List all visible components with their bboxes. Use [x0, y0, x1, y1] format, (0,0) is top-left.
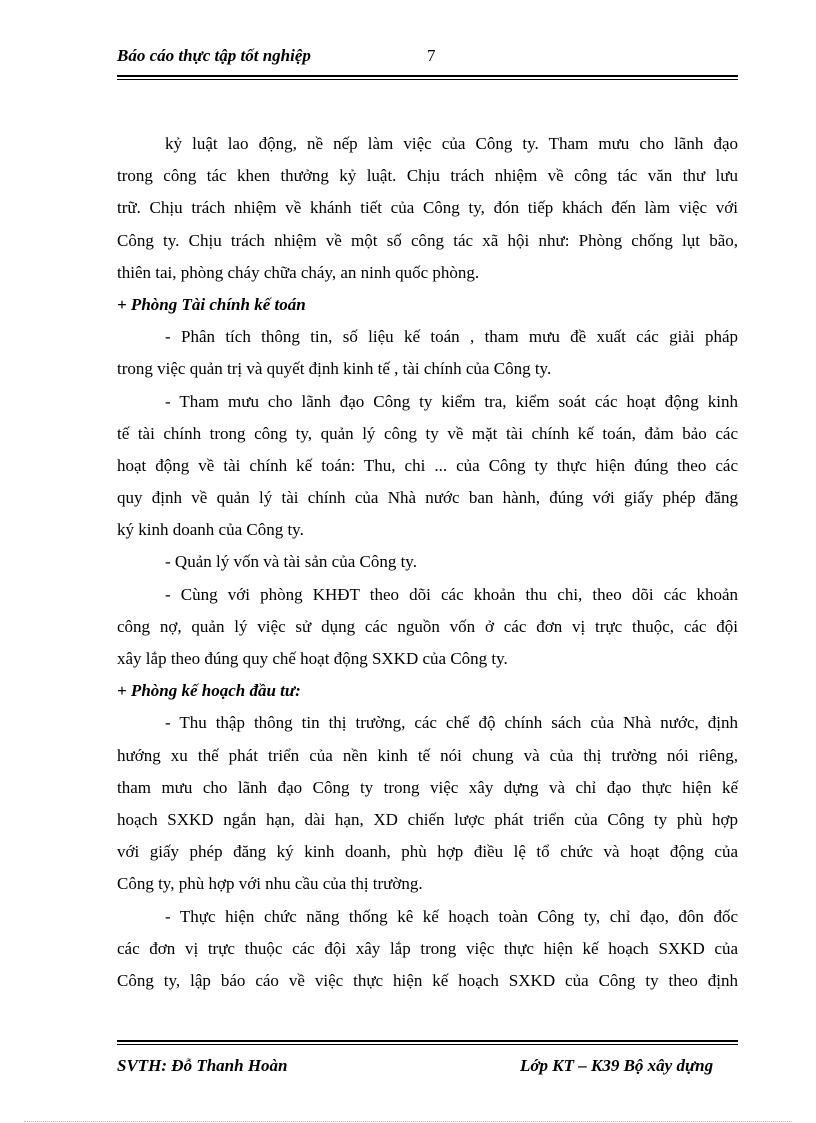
text-line: trữ. Chịu trách nhiệm về khánh tiết của Công ty, đón tiếp khách đến làm việc với [117, 198, 738, 218]
text-line: - Phân tích thông tin, số liệu kế toán , tham mưu đề xuất các giải pháp [165, 327, 738, 347]
section-heading-planning: + Phòng kế hoạch đầu tư: [117, 681, 301, 701]
text-line: hoạch SXKD ngắn hạn, dài hạn, XD chiến lược phát triển của Công ty phù hợp [117, 809, 738, 829]
text-line: thiên tai, phòng cháy chữa cháy, an ninh quốc phòng. [117, 262, 480, 282]
text-line: hướng xu thế phát triển của nền kinh tế nói chung và của thị trường nói riêng, [117, 745, 738, 765]
text-line: - Thu thập thông tin thị trường, các chế độ chính sách của Nhà nước, định [165, 713, 738, 733]
header-divider [117, 75, 738, 80]
text-line: hoạt động về tài chính kế toán: Thu, chi ... của Công ty thực hiện đúng theo các [117, 455, 738, 475]
footer-divider [117, 1040, 738, 1045]
text-line: trong việc quản trị và quyết định kinh tế , tài chính của Công ty. [117, 359, 552, 379]
page-header [117, 44, 738, 70]
text-line: trong công tác khen thưởng kỷ luật. Chịu trách nhiệm về công tác văn thư lưu [117, 166, 738, 186]
text-line: tế tài chính trong công ty, quản lý công ty về mặt tài chính kế toán, đảm bảo các [117, 423, 738, 443]
text-line: - Cùng với phòng KHĐT theo dõi các khoản thu chi, theo dõi các khoản [165, 584, 738, 604]
text-line: với giấy phép đăng ký kinh doanh, phù hợp điều lệ tổ chức và hoạt động của [117, 842, 738, 862]
text-line: Công ty, lập báo cáo về việc thực hiện kế hoạch SXKD của Công ty theo định [117, 970, 738, 990]
text-line: xây lắp theo đúng quy chế hoạt động SXKD của Công ty. [117, 649, 508, 668]
page-bottom-border [24, 1121, 792, 1122]
text-line: - Tham mưu cho lãnh đạo Công ty kiểm tra, kiểm soát các hoạt động kinh [165, 391, 738, 411]
text-line: kỷ luật lao động, nề nếp làm việc của Công ty. Tham mưu cho lãnh đạo [165, 134, 738, 153]
text-line: - Thực hiện chức năng thống kê kế hoạch toàn Công ty, chỉ đạo, đôn đốc [165, 906, 738, 926]
text-line: Công ty. Chịu trách nhiệm về một số công tác xã hội như: Phòng chống lụt bão, [117, 230, 738, 250]
text-line: Công ty, phù hợp với nhu cầu của thị trường. [117, 874, 423, 894]
text-line: quy định về quản lý tài chính của Nhà nước ban hành, đúng với giấy phép đăng [117, 488, 738, 508]
page-number: 7 [427, 46, 436, 65]
text-line: công nợ, quản lý việc sử dụng các nguồn vốn ở các đơn vị trực thuộc, các đội [117, 616, 738, 636]
body-text [117, 128, 738, 997]
document-title: Báo cáo thực tập tốt nghiệp [117, 46, 311, 65]
footer-class: Lớp KT – K39 Bộ xây dựng [520, 1056, 714, 1075]
text-line: các đơn vị trực thuộc các đội xây lắp trong việc thực hiện kế hoạch SXKD của [117, 938, 738, 958]
text-line: - Quản lý vốn và tài sản của Công ty. [165, 552, 417, 572]
section-heading-finance: + Phòng Tài chính kế toán [117, 294, 306, 314]
text-line: ký kinh doanh của Công ty. [117, 520, 304, 540]
footer-author: SVTH: Đỗ Thanh Hoàn [117, 1056, 288, 1075]
text-line: tham mưu cho lãnh đạo Công ty trong việc xây dựng và chỉ đạo thực hiện kế [117, 777, 738, 797]
